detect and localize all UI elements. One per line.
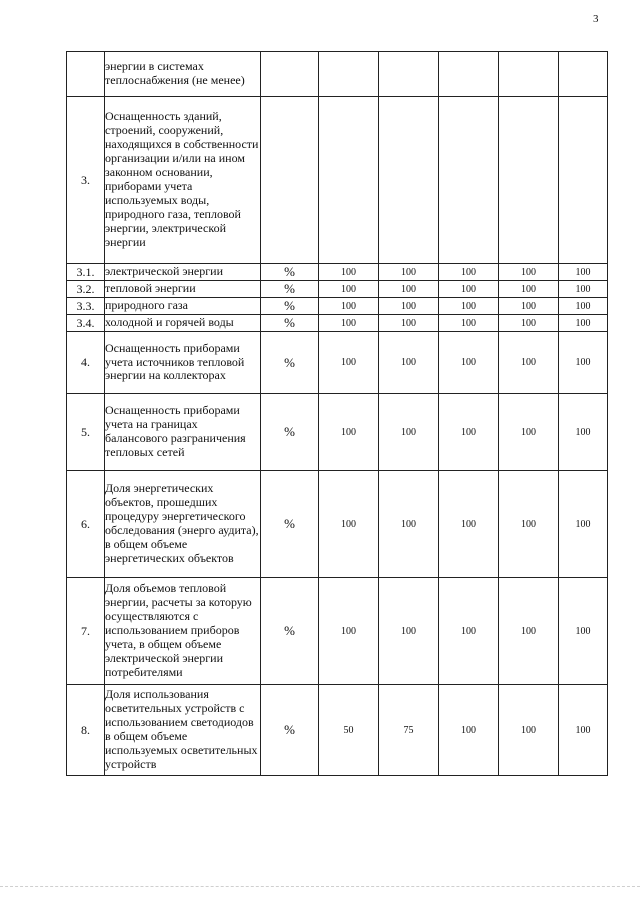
table-row [67,281,608,298]
value-cell: 100 [559,298,608,315]
value-cell: 75 [379,685,439,776]
table-row [67,315,608,332]
unit-cell: % [261,394,319,471]
value-cell [379,97,439,264]
indicator-name: природного газа [105,298,261,315]
indicator-name: холодной и горячей воды [105,315,261,332]
indicator-name: электрической энергии [105,264,261,281]
value-cell: 100 [439,471,499,578]
row-number: 3.1. [67,264,105,281]
value-cell: 100 [379,332,439,394]
indicator-name: Доля энергетических объектов, прошедших процедуру энергетического обследования (энерго аудита), в общем объеме энергетических объектов [105,471,261,578]
value-cell: 100 [319,281,379,298]
value-cell: 100 [499,471,559,578]
value-cell: 50 [319,685,379,776]
value-cell [439,52,499,97]
value-cell: 100 [439,315,499,332]
value-cell: 100 [559,394,608,471]
table-row [67,471,608,578]
row-number: 7. [67,578,105,685]
value-cell: 100 [319,471,379,578]
value-cell [319,97,379,264]
row-number [67,52,105,97]
indicator-name: Оснащенность приборами учета на границах балансового разграничения тепловых сетей [105,394,261,471]
indicator-name: Оснащенность зданий, строений, сооружений, находящихся в собственности организации и/или на ином законном основании, приборами учета используемых воды, природного газа, тепловой энергии, электрической энергии [105,97,261,264]
table-row [67,685,608,776]
value-cell: 100 [499,685,559,776]
value-cell: 100 [559,281,608,298]
value-cell: 100 [379,394,439,471]
value-cell: 100 [559,332,608,394]
page-number: 3 [593,13,599,25]
row-number: 8. [67,685,105,776]
unit-cell: % [261,264,319,281]
table-row [67,264,608,281]
value-cell: 100 [499,332,559,394]
value-cell [499,52,559,97]
row-number: 3.2. [67,281,105,298]
unit-cell: % [261,315,319,332]
table-row [67,332,608,394]
value-cell: 100 [319,578,379,685]
unit-cell: % [261,471,319,578]
value-cell: 100 [439,685,499,776]
indicator-name: энергии в системах теплоснабжения (не менее) [105,52,261,97]
value-cell: 100 [379,578,439,685]
value-cell [499,97,559,264]
value-cell: 100 [499,315,559,332]
table-row [67,52,608,97]
indicator-name: Доля использования осветительных устройств с использованием светодиодов в общем объеме используемых осветительных устройств [105,685,261,776]
value-cell: 100 [319,394,379,471]
value-cell: 100 [379,264,439,281]
value-cell: 100 [559,471,608,578]
value-cell: 100 [499,281,559,298]
value-cell [439,97,499,264]
unit-cell: % [261,298,319,315]
row-number: 3.4. [67,315,105,332]
value-cell: 100 [499,264,559,281]
value-cell: 100 [319,264,379,281]
unit-cell: % [261,332,319,394]
value-cell: 100 [439,281,499,298]
indicator-name: Оснащенность приборами учета источников тепловой энергии на коллекторах [105,332,261,394]
value-cell [319,52,379,97]
value-cell: 100 [439,332,499,394]
value-cell: 100 [439,264,499,281]
table-row [67,578,608,685]
row-number: 3.3. [67,298,105,315]
value-cell: 100 [319,332,379,394]
value-cell: 100 [439,394,499,471]
value-cell: 100 [379,471,439,578]
row-number: 3. [67,97,105,264]
value-cell: 100 [499,578,559,685]
value-cell [379,52,439,97]
row-number: 5. [67,394,105,471]
value-cell: 100 [499,394,559,471]
value-cell: 100 [559,578,608,685]
value-cell: 100 [379,315,439,332]
unit-cell [261,97,319,264]
value-cell: 100 [559,264,608,281]
unit-cell: % [261,578,319,685]
indicators-table [66,51,608,776]
value-cell: 100 [559,315,608,332]
value-cell: 100 [439,298,499,315]
unit-cell: % [261,281,319,298]
indicator-name: Доля объемов тепловой энергии, расчеты за которую осуществляются с использованием приборов учета, в общем объеме электрической энергии потребителями [105,578,261,685]
table-row [67,394,608,471]
unit-cell [261,52,319,97]
value-cell: 100 [319,315,379,332]
value-cell: 100 [559,685,608,776]
value-cell: 100 [439,578,499,685]
indicator-name: тепловой энергии [105,281,261,298]
value-cell [559,52,608,97]
value-cell [559,97,608,264]
unit-cell: % [261,685,319,776]
table-row [67,298,608,315]
value-cell: 100 [379,298,439,315]
row-number: 6. [67,471,105,578]
row-number: 4. [67,332,105,394]
value-cell: 100 [319,298,379,315]
page-edge-divider [0,886,640,887]
value-cell: 100 [499,298,559,315]
table-row [67,97,608,264]
value-cell: 100 [379,281,439,298]
